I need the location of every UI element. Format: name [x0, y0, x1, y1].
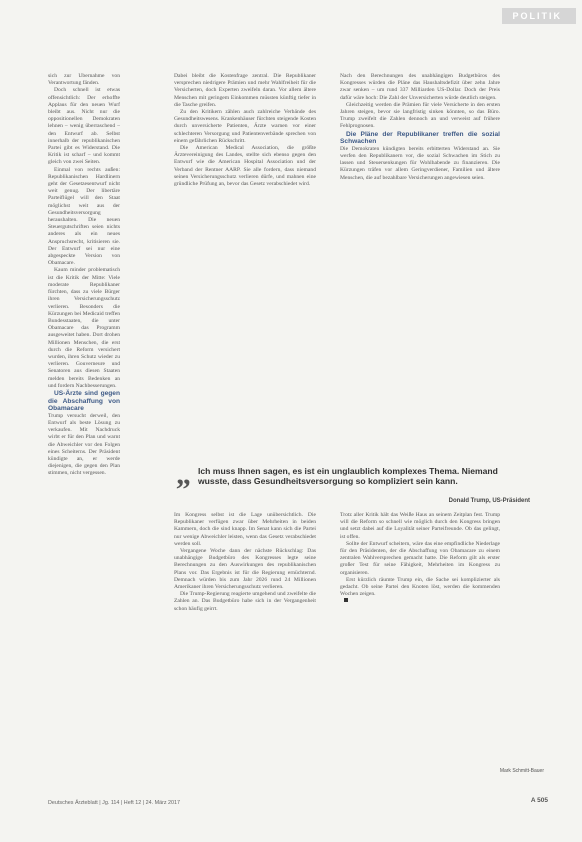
paragraph: Nach den Berechnungen des unabhängigen Budgetbüros des Kongresses würden die Pläne das Haushaltsdefizit über zehn Jahre zwar senken – um rund 337 Milliarden US-Dollar. Doch der Preis dafür wäre hoch: Die Zahl der Unversicherten würde deutlich steigen. — [340, 73, 500, 101]
column-2-bottom — [174, 512, 316, 772]
paragraph: Die Trump-Regierung reagierte umgehend und zweifelte die Zahlen an. Das Budgetbüro habe sich in der Vergangenheit schon häufig geirrt. — [174, 591, 316, 612]
paragraph: Erst kürzlich räumte Trump ein, die Sache sei komplizierter als gedacht. Ob seine Partei den Knoten löst, werden die kommenden Wochen zeigen. — [340, 576, 500, 598]
pull-quote-source: Donald Trump, US-Präsident — [448, 498, 530, 504]
pull-quote-text: Ich muss Ihnen sagen, es ist ein unglaublich komplexes Thema. Niemand wusste, dass Gesundheitsversorgung so kompliziert sein kann. — [198, 466, 498, 486]
pull-quote — [176, 458, 536, 508]
column-1 — [48, 73, 120, 773]
subheading: Die Pläne der Republikaner treffen die sozial Schwachen — [340, 130, 500, 146]
paragraph: Gleichzeitig werden die Prämien für viele Versicherte in den ersten Jahren steigen, bevor sie langfristig sinken könnten, so das Büro. Trump zweifelt die Zahlen dennoch an und verweist auf frühere Fehlprognosen. — [340, 101, 500, 130]
page-number: A 505 — [530, 797, 548, 804]
end-mark-icon — [344, 598, 348, 602]
footer-citation: Deutsches Ärzteblatt | Jg. 114 | Heft 12 | 24. März 2017 — [48, 800, 181, 806]
paragraph: Kaum minder problematisch ist die Kritik der Mitte: Viele moderate Republikaner fürchten, dass zu viele Bürger ihren Versicherungsschutz verlieren. Besonders die Kürzungen bei Medicaid treffen Bundesstaaten, die unter Obamacare das Programm ausgeweitet haben. Dort drohen Millionen Menschen, die erst durch die Reform versichert wurden, ihren Schutz wieder zu verlieren. Gouverneure und Senatoren aus diesen Staaten melden bereits Bedenken an und fordern Nachbesserungen. — [48, 267, 120, 389]
paragraph: Die Demokraten kündigten bereits erbitterten Widerstand an. Sie werfen den Republikanern vor, die sozial Schwachen im Stich zu lassen und Steuersenkungen für Wohlhabende zu finanzieren. Die Kürzungen träfen vor allem Geringverdiener, Familien und ältere Menschen, die auf bezahlbare Versicherungen angewiesen seien. — [340, 145, 500, 181]
paragraph: Zu den Kritikern zählen auch zahlreiche Verbände des Gesundheitswesens. Krankenhäuser fürchten steigende Kosten durch unversicherte Patienten, Ärzte warnen vor einer schlechteren Versorgung und Patientenverbände sprechen von einem gefährlichen Rückschritt. — [174, 109, 316, 144]
column-3-top — [340, 73, 500, 465]
paragraph: Die American Medical Association, die größte Ärztevereinigung des Landes, stellte sich ebenso gegen den Entwurf wie die American Hospital Association und der Verband der Rentner AARP. Sie alle fordern, dass niemand seinen Versicherungsschutz verlieren dürfe, und mahnen eine gründliche Prüfung an, bevor das Gesetz verabschiedet wird. — [174, 145, 316, 188]
paragraph: Dabei bleibt die Kostenfrage zentral. Die Republikaner versprechen niedrigere Prämien und mehr Wahlfreiheit für die Versicherten, doch Experten zweifeln daran. Vor allem ältere Menschen mit geringem Einkommen müssten künftig tiefer in die Tasche greifen. — [174, 73, 316, 108]
paragraph: Doch schnell ist etwas offensichtlich: Der erhoffte Applaus für den neuen Wurf bleibt aus. Nicht nur die oppositionellen Demokraten lehnen – wenig überraschend – den Entwurf ab. Selbst innerhalb der republikanischen Partei gibt es Widerstand. Die Kritik ist scharf – und kommt gleich von zwei Seiten. — [48, 87, 120, 166]
paragraph: Trump versucht derweil, den Entwurf als beste Lösung zu verkaufen. Mit Nachdruck wirbt er für den Plan und warnt die Abweichler vor den Folgen eines Scheiterns. Der Präsident kündigte an, er werde diejenigen, die gegen den Plan stimmen, nicht vergessen. — [48, 412, 120, 477]
subheading: US-Ärzte sind gegen die Abschaffung von Obamacare — [48, 389, 120, 413]
paragraph: Einmal von rechts außen: Republikanischen Hardlinern geht der Gesetzesentwurf nicht weit genug. Der libertäre Parteiflügel will den Staat möglichst weit aus der Gesundheitsversorgung heraushalten. Die neuen Steuergutschriften seien nichts anderes als ein neues Anspruchsrecht, kritisieren sie. Der Entwurf sei nur eine abgespeckte Version von Obamacare. — [48, 166, 120, 267]
paragraph: sich zur Übernahme von Verantwortung fänden. — [48, 73, 120, 87]
paragraph: Vergangene Woche dann der nächste Rückschlag: Das unabhängige Budgetbüro des Kongresses legte seine Berechnungen zu den Auswirkungen des republikanischen Plans vor. Das Ergebnis ist für die Regierung ernüchternd. Demnach würden bis zum Jahr 2026 rund 24 Millionen Amerikaner ihren Versicherungsschutz verlieren. — [174, 548, 316, 591]
paragraph: Trotz aller Kritik hält das Weiße Haus an seinem Zeitplan fest. Trump will die Reform so schnell wie möglich durch den Kongress bringen und setzt dabei auf die Loyalität seiner Parteifreunde. Ob das gelingt, ist offen. — [340, 512, 500, 540]
column-3-bottom — [340, 512, 500, 772]
paragraph: Sollte der Entwurf scheitern, wäre das eine empfindliche Niederlage für den Präsidenten, der die Abschaffung von Obamacare zu einem zentralen Wahlversprechen gemacht hatte. Die Reform gilt als erster großer Test für seine Fähigkeit, Mehrheiten im Kongress zu organisieren. — [340, 540, 500, 576]
section-label: POLITIK — [502, 8, 576, 24]
quote-mark-icon: „ — [176, 458, 191, 491]
paragraph: Im Kongress selbst ist die Lage unübersichtlich. Die Republikaner verfügen zwar über Mehrheiten in beiden Kammern, doch die sind knapp. Im Senat kann sich die Partei nur wenige Abweichler leisten, wenn das Gesetz verabschiedet werden soll. — [174, 512, 316, 547]
author-byline: Mark Schmitt-Bauer — [499, 768, 544, 774]
column-2-top — [174, 73, 316, 465]
